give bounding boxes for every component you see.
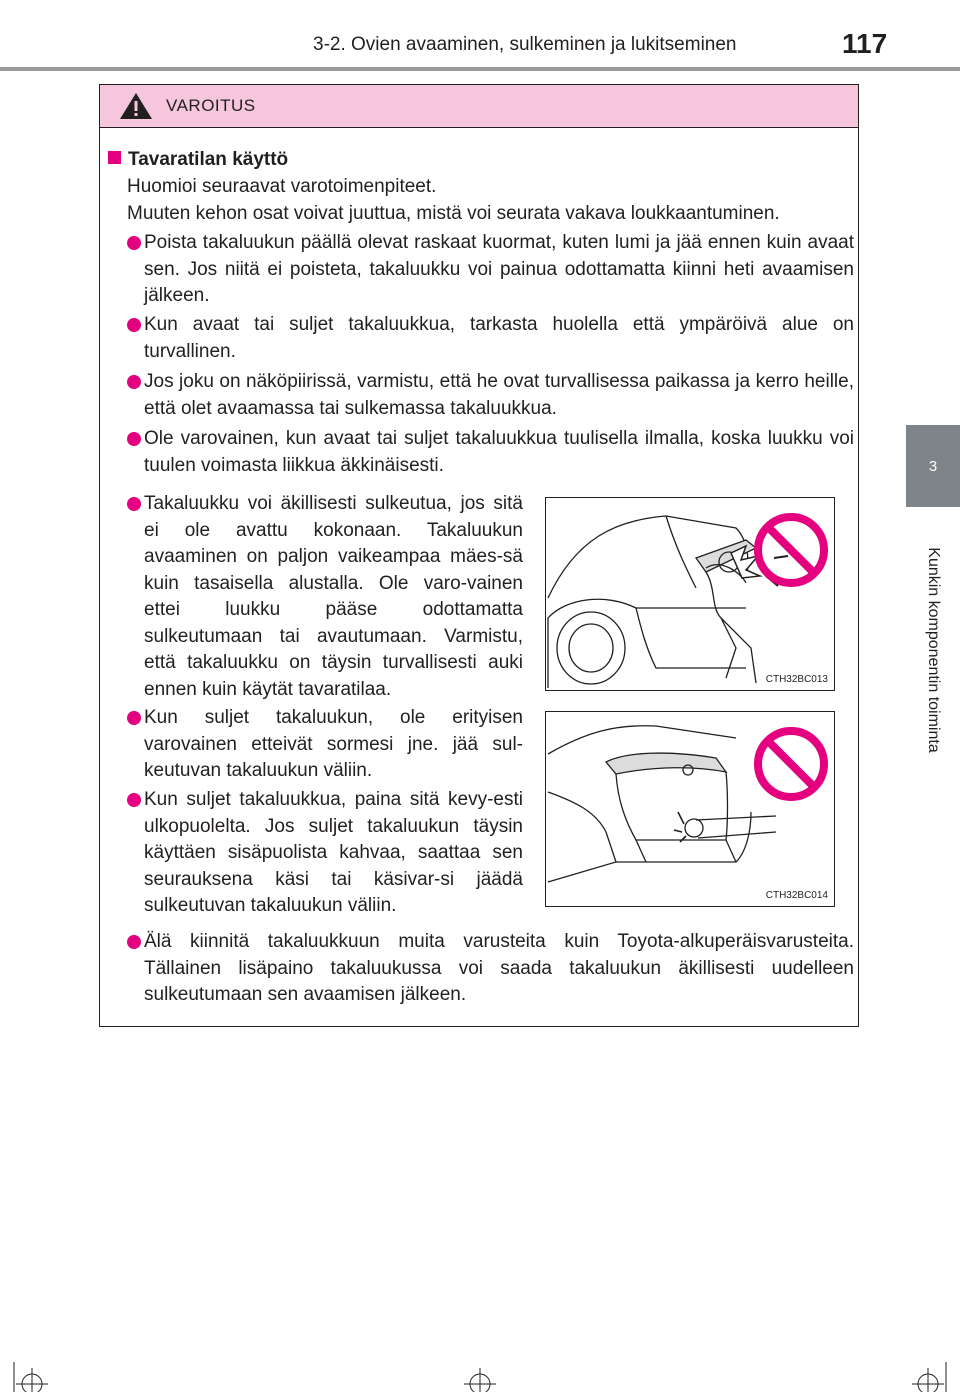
bullet-dot-icon bbox=[127, 935, 141, 949]
list-item: Jos joku on näköpiirissä, varmistu, että he ovat turvallisessa paikassa ja kerro heille, että olet avaamassa tai sulkemassa takaluukkua. bbox=[127, 369, 854, 422]
chapter-title: Kunkin komponentin toiminta bbox=[925, 547, 942, 753]
bullet-dot-icon bbox=[127, 375, 141, 389]
figure-open-tailgate bbox=[545, 497, 835, 691]
list-item: Älä kiinnitä takaluukkuun muita varusteita kuin Toyota-alkuperäisvarusteita. Tällainen lisäpaino takaluukussa voi saada takaluukun äkillisesti uudelleen sulkeutumaan sen avaamisen jälkeen. bbox=[127, 929, 854, 1009]
warning-triangle-icon bbox=[118, 91, 154, 121]
section-title: 3-2. Ovien avaaminen, sulkeminen ja lukitseminen bbox=[313, 34, 737, 55]
chapter-number: 3 bbox=[928, 457, 938, 475]
list-item: Kun suljet takaluukun, ole erityisen varovainen etteivät sormesi jne. jää sul-keutuvan takaluukun väliin. bbox=[127, 705, 523, 785]
chapter-tab bbox=[906, 425, 960, 507]
bullet-dot-icon bbox=[127, 793, 141, 807]
warning-header bbox=[100, 85, 858, 128]
header-divider bbox=[0, 67, 960, 71]
prohibited-icon bbox=[758, 517, 824, 583]
list-item: Kun suljet takaluukkua, paina sitä kevy-esti ulkopuolelta. Jos suljet takaluukun täysin käyttäen sisäpuolista kahvaa, saattaa sen seurauksena käsi tai käsivar-si jäädä sulkeutuvan takaluukun väliin. bbox=[127, 787, 523, 920]
intro-line: Huomioi seuraavat varotoimenpiteet. bbox=[127, 176, 437, 197]
figure-closing-tailgate bbox=[545, 711, 835, 907]
prohibited-icon bbox=[758, 731, 824, 797]
square-bullet-icon bbox=[108, 151, 121, 164]
intro bbox=[127, 174, 857, 227]
bullet-dot-icon bbox=[127, 432, 141, 446]
crop-marks bbox=[0, 1352, 960, 1392]
warning-title: VAROITUS bbox=[166, 96, 256, 115]
bullet-dot-icon bbox=[127, 318, 141, 332]
trunk-closing-illustration bbox=[546, 712, 834, 906]
page-number: 117 bbox=[842, 28, 888, 59]
bullet-dot-icon bbox=[127, 711, 141, 725]
figure-code: CTH32BC013 bbox=[765, 674, 828, 685]
subheading: Tavaratilan käyttö bbox=[108, 147, 288, 174]
list-item: Poista takaluukun päällä olevat raskaat kuormat, kuten lumi ja jää ennen kuin avaat sen. Jos niitä ei poisteta, takaluukku voi painua odottamatta kiinni heti avaamisen jälkeen. bbox=[127, 230, 854, 310]
warning-box bbox=[99, 84, 859, 1027]
list-item: Ole varovainen, kun avaat tai suljet takaluukkua tuulisella ilmalla, koska luukku voi tuulen voimasta liikkua äkkinäisesti. bbox=[127, 426, 854, 479]
bullet-dot-icon bbox=[127, 497, 141, 511]
intro-line: Muuten kehon osat voivat juuttua, mistä voi seurata vakava loukkaantuminen. bbox=[127, 202, 780, 224]
car-tailgate-illustration bbox=[546, 498, 834, 690]
bullet-dot-icon bbox=[127, 236, 141, 250]
figure-code: CTH32BC014 bbox=[765, 890, 828, 901]
list-item: Takaluukku voi äkillisesti sulkeutua, jos sitä ei ole avattu kokonaan. Takaluukun avaaminen on paljon vaikeampaa mäes-sä kuin tasaisella alustalla. Ole varo-vainen ettei luukku pääse odottamatta sulkeutumaan tai avautumaan. Varmistu, että takaluukku on täysin turvallisesti auki ennen kuin käytät tavaratilaa. bbox=[127, 491, 523, 703]
list-item: Kun avaat tai suljet takaluukkua, tarkasta huolella että ympäröivä alue on turvallinen. bbox=[127, 312, 854, 365]
